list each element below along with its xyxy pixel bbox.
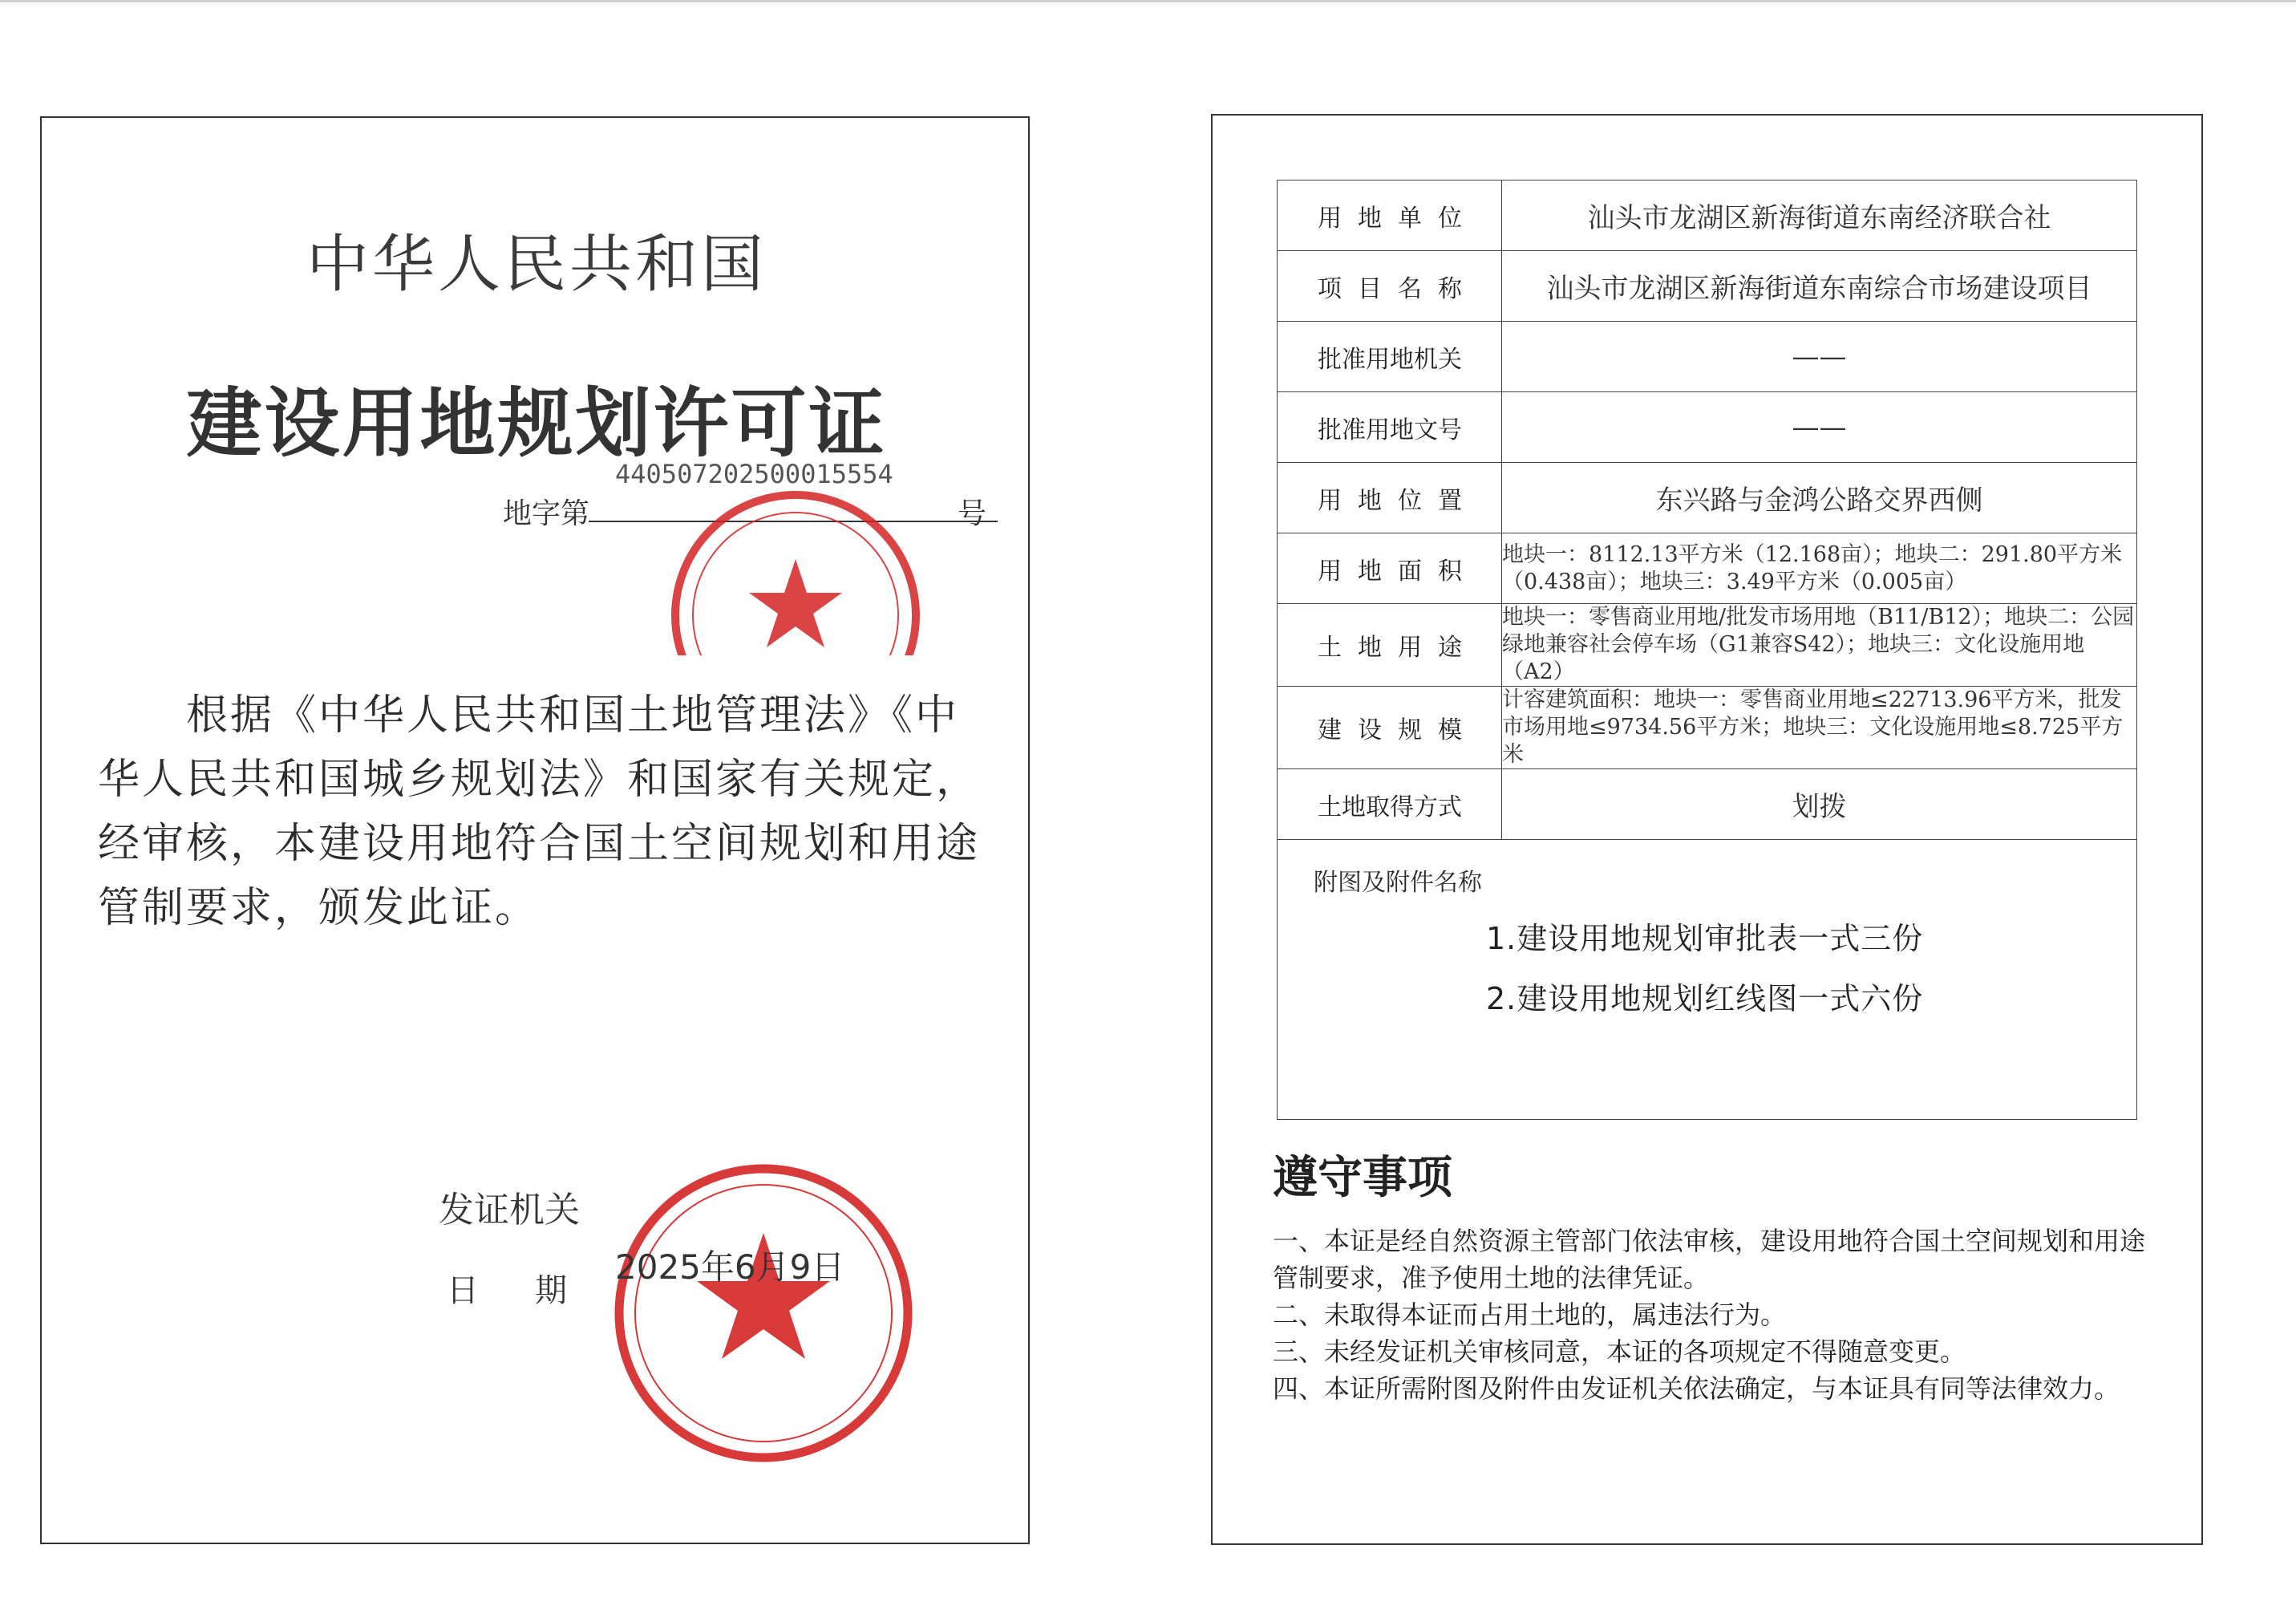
row-label: 土地用途 [1278,604,1502,687]
issue-date: 2025年6月9日 [615,1247,845,1287]
row-label: 用地面积 [1278,533,1502,604]
permit-suffix: 号 [958,497,987,530]
row-label: 土地取得方式 [1278,769,1502,840]
table-row [1278,533,2137,604]
certificate-title: 建设用地规划许可证 [186,380,887,468]
row-value: 东兴路与金鸿公路交界西侧 [1502,463,2137,533]
attachments-row [1278,840,2137,1120]
land-details-table [1277,180,2137,1120]
top-seal-stamp [659,455,924,655]
issuer-label: 发证机关 [439,1190,580,1231]
certificate-front-panel [40,116,1030,1544]
table-row [1278,604,2137,687]
certificate-body-text: 根据《中华人民共和国土地管理法》《中华人民共和国城乡规划法》和国家有关规定，经审核，本建设用地符合国土空间规划和用途管制要求，颁发此证。 [98,691,981,932]
row-value: —— [1502,322,2137,392]
row-value: 划拨 [1502,769,2137,840]
row-label: 用地位置 [1278,463,1502,533]
row-value: 地块一：8112.13平方米（12.168亩）；地块二：291.80平方米（0.438亩）；地块三：3.49平方米（0.005亩） [1502,533,2137,604]
row-value: 地块一：零售商业用地/批发市场用地（B11/B12）；地块二：公园绿地兼容社会停车场（G1兼容S42）；地块三：文化设施用地（A2） [1502,604,2137,687]
certificate-detail-panel [1211,114,2203,1545]
rule-item: 一、本证是经自然资源主管部门依法审核，建设用地符合国土空间规划和用途管制要求，准予使用土地的法律凭证。 [1273,1226,2146,1293]
row-value: 计容建筑面积：地块一：零售商业用地≤22713.96平方米，批发市场用地≤9734.56平方米；地块三：文化设施用地≤8.725平方米 [1502,687,2137,769]
table-row [1278,392,2137,463]
attachment-item: 2.建设用地规划红线图一式六份 [1486,981,1924,1016]
row-label: 批准用地机关 [1278,322,1502,392]
attachment-item: 1.建设用地规划审批表一式三份 [1486,921,1924,956]
rule-item: 四、本证所需附图及附件由发证机关依法确定，与本证具有同等法律效力。 [1273,1373,2120,1404]
rules-title: 遵守事项 [1273,1152,1452,1204]
table-row [1278,769,2137,840]
permit-label: 地字第 [503,497,590,530]
row-value: —— [1502,392,2137,463]
table-row [1278,322,2137,392]
table-row [1278,180,2137,251]
date-label: 日期 [447,1272,623,1309]
table-row [1278,463,2137,533]
row-value: 汕头市龙湖区新海街道东南综合市场建设项目 [1502,251,2137,322]
permit-number: 440507202500015554 [615,459,893,489]
table-row [1278,687,2137,769]
scan-top-edge [0,0,2296,2]
row-label: 用地单位 [1278,180,1502,251]
attachments-label: 附图及附件名称 [1314,869,1482,897]
row-label: 建设规模 [1278,687,1502,769]
row-label: 项目名称 [1278,251,1502,322]
row-value: 汕头市龙湖区新海街道东南经济联合社 [1502,180,2137,251]
attachments-cell [1278,840,2137,1120]
table-row [1278,251,2137,322]
country-name: 中华人民共和国 [306,229,767,301]
rule-item: 三、未经发证机关审核同意，本证的各项规定不得随意变更。 [1273,1336,1966,1367]
issuing-authority-seal [603,1157,924,1470]
row-label: 批准用地文号 [1278,392,1502,463]
rule-item: 二、未取得本证而占用土地的，属违法行为。 [1273,1300,1787,1330]
